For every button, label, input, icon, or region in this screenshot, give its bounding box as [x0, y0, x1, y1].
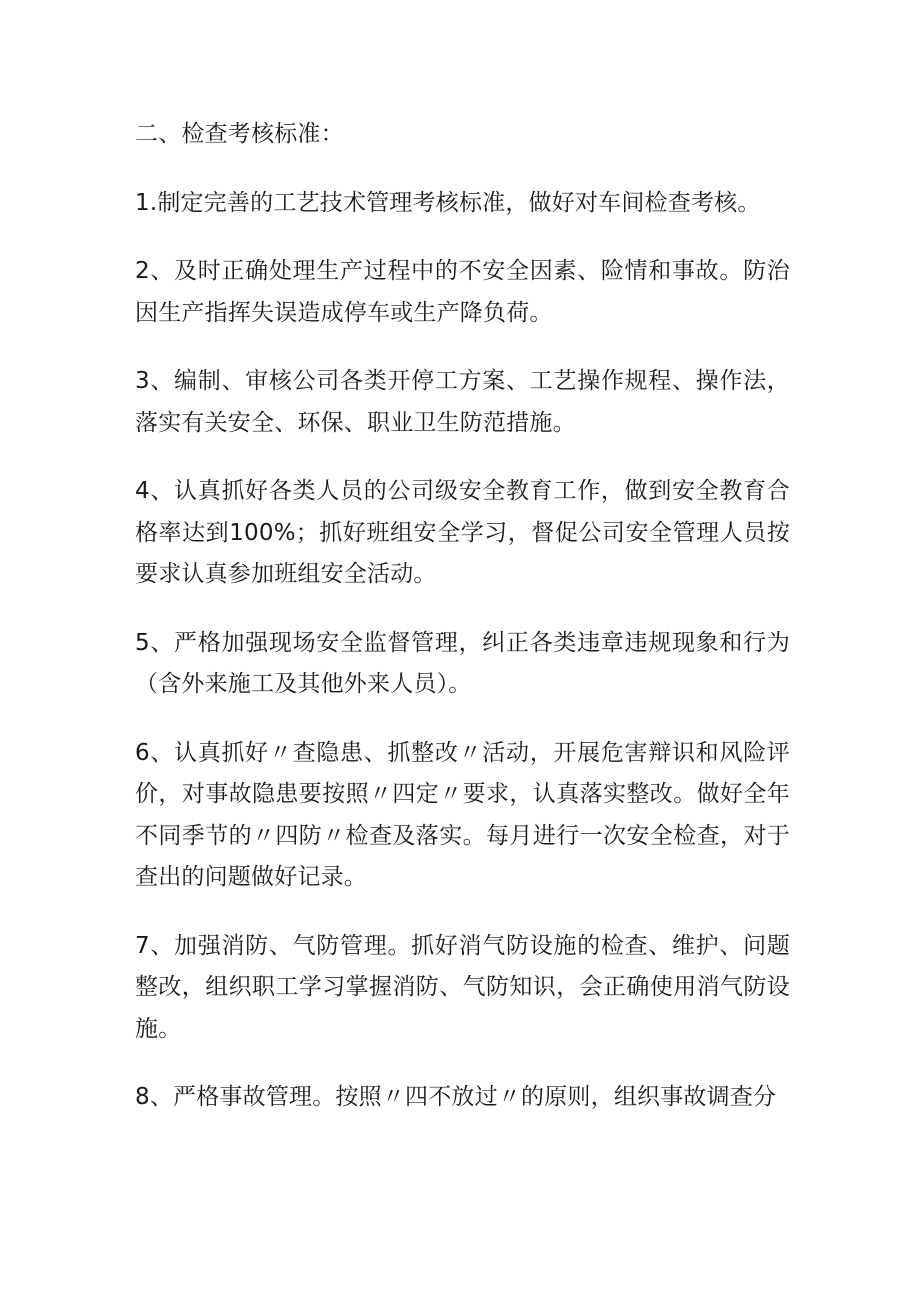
list-item-6: 6、认真抓好〃查隐患、抓整改〃活动，开展危害辩识和风险评价，对事故隐患要按照〃四定〃要求，认真落实整改。做好全年不同季节的〃四防〃检查及落实。每月进行一次安全检查，对于查出的问题做好记录。: [135, 739, 790, 890]
list-item-8: 8、严格事故管理。按照〃四不放过〃的原则，组织事故调查分: [135, 1084, 777, 1110]
list-item-4: 4、认真抓好各类人员的公司级安全教育工作，做到安全教育合格率达到100%；抓好班组安全学习，督促公司安全管理人员按要求认真参加班组安全活动。: [135, 478, 790, 587]
list-item-1: 1.制定完善的工艺技术管理考核标准，做好对车间检查考核。: [135, 189, 761, 216]
list-item-7: 7、加强消防、气防管理。抓好消气防设施的检查、维护、问题整改，组织职工学习掌握消防、气防知识，会正确使用消气防设施。: [135, 932, 790, 1042]
document-body: [135, 114, 790, 1146]
list-item-2: 2、及时正确处理生产过程中的不安全因素、险情和事故。防治因生产指挥失误造成停车或生产降负荷。: [135, 258, 790, 326]
list-item-3: 3、编制、审核公司各类开停工方案、工艺操作规程、操作法，落实有关安全、环保、职业卫生防范措施。: [135, 368, 790, 436]
list-item-5: 5、严格加强现场安全监督管理，纠正各类违章违规现象和行为（含外来施工及其他外来人员）。: [135, 629, 790, 697]
section-heading: 二、检查考核标准：: [135, 121, 344, 147]
